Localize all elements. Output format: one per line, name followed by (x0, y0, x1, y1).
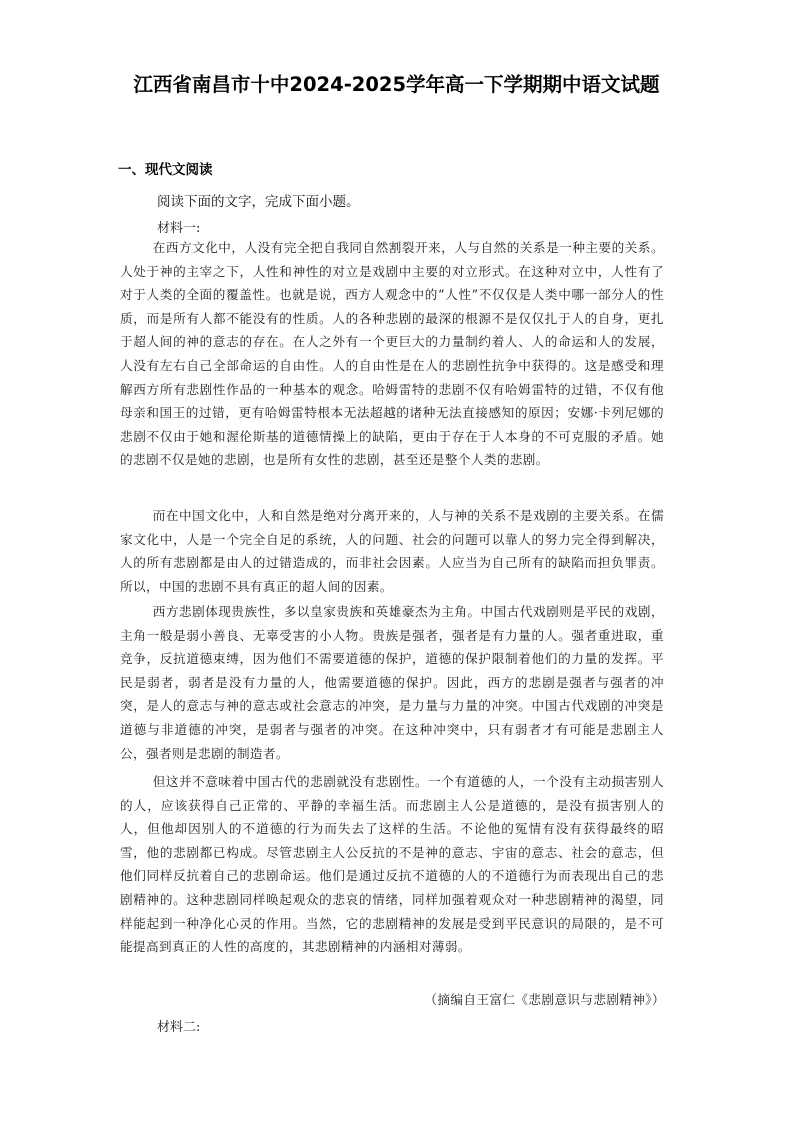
material-one-label: 材料一: (157, 221, 201, 236)
instruction-text: 阅读下面的文字，完成下面小题。 (157, 194, 360, 210)
material-two-label: 材料二: (157, 1020, 201, 1035)
paragraph-2: 而在中国文化中，人和自然是绝对分离开来的，人与神的关系不是戏剧的主要关系。在儒家文化中，人是一个完全自足的系统，人的问题、社会的问题可以靠人的努力完全得到解决，人的所有悲剧都是由人的过错造成的，而非社会因素。人应当为自己所有的缺陷而担负罪责。所以，中国的悲剧不具有真正的超人间的因素。 (120, 508, 664, 594)
section-heading: 一、现代文阅读 (118, 162, 213, 178)
paragraph-4: 但这并不意味着中国古代的悲剧就没有悲剧性。一个有道德的人，一个没有主动损害别人的人，应该获得自己正常的、平静的幸福生活。而悲剧主人公是道德的，是没有损害别人的人，但他却因别人的不道德的行为而失去了这样的生活。不论他的冤情有没有获得最终的昭雪，他的悲剧都已构成。尽管悲剧主人公反抗的不是神的意志、宇宙的意志、社会的意志，但他们同样反抗着自己的悲剧命运。他们是通过反抗不道德的人的不道德行为而表现出自己的悲剧精神的。这种悲剧同样唤起观众的悲哀的情绪，同样加强着观众对一种悲剧精神的渴望，同样能起到一种净化心灵的作用。当然，它的悲剧精神的发展是受到平民意识的局限的，是不可能提高到真正的人性的高度的，其悲剧精神的内涵相对薄弱。 (120, 774, 664, 955)
paragraph-3: 西方悲剧体现贵族性，多以皇家贵族和英雄豪杰为主角。中国古代戏剧则是平民的戏剧，主角一般是弱小善良、无辜受害的小人物。贵族是强者，强者是有力量的人。强者重进取，重竞争，反抗道德束缚，因为他们不需要道德的保护，道德的保护限制着他们的力量的发挥。平民是弱者，弱者是没有力量的人，他需要道德的保护。因此，西方的悲剧是强者与强者的冲突，是人的意志与神的意志或社会意志的冲突，是力量与力量的冲突。中国古代戏剧的冲突是道德与非道德的冲突，是弱者与强者的冲突。在这种冲突中，只有弱者才有可能是悲剧主人公，强者则是悲剧的制造者。 (120, 604, 664, 761)
page-title: 江西省南昌市十中2024-2025学年高一下学期期中语文试题 (133, 73, 660, 96)
source-citation: （摘编自王富仁《悲剧意识与悲剧精神》） (424, 992, 665, 1007)
paragraph-1: 在西方文化中，人没有完全把自我同自然割裂开来，人与自然的关系是一种主要的关系。人处于神的主宰之下，人性和神性的对立是戏剧中主要的对立形式。在这种对立中，人性有了对于人类的全面的覆盖性。也就是说，西方人观念中的“人性”不仅仅是人类中哪一部分人的性质，而是所有人都不能没有的性质。人的各种悲剧的最深的根源不是仅仅扎于人的自身，更扎于超人间的神的意志的存在。在人之外有一个更巨大的力量制约着人、人的命运和人的发展，人没有左右自己全部命运的自由性。人的自由性是在人的悲剧性抗争中获得的。这是感受和理解西方所有悲剧性作品的一种基本的观念。哈姆雷特的悲剧不仅有哈姆雷特的过错，不仅有他母亲和国王的过错，更有哈姆雷特根本无法超越的诸种无法直接感知的原因；安娜·卡列尼娜的悲剧不仅由于她和渥伦斯基的道德情操上的缺陷，更由于存在于人本身的不可克服的矛盾。她的悲剧不仅是她的悲剧，也是所有女性的悲剧，甚至还是整个人类的悲剧。 (120, 240, 664, 468)
